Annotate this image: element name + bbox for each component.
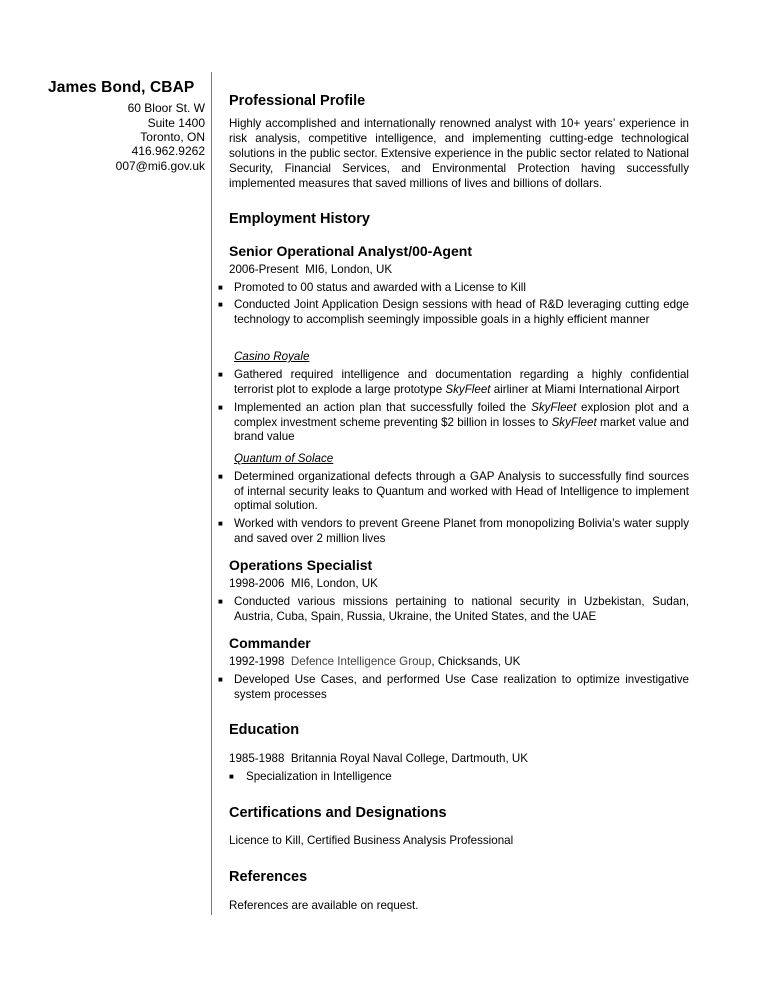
vertical-divider (211, 72, 212, 915)
education-line (229, 752, 528, 765)
city: Toronto, ON (140, 130, 205, 144)
job-dates: 1992-1998 (229, 655, 285, 668)
list-item: Promoted to 00 status and awarded with a License to Kill (234, 281, 526, 294)
bullet-marker: ■ (218, 597, 223, 606)
education-heading: Education (229, 722, 300, 738)
bullet-marker: ■ (218, 472, 223, 481)
list-item: Implemented an action plan that successfully foiled the SkyFleet explosion plot and a complex investment scheme preventing $2 billion in losses to SkyFleet market value and brand value (234, 401, 689, 444)
job-location: MI6, London, UK (305, 263, 393, 276)
address-line-2: Suite 1400 (147, 116, 205, 130)
profile-heading: Professional Profile (229, 93, 366, 109)
list-item: Worked with vendors to prevent Greene Planet from monopolizing Bolivia’s water supply and saved over 2 million lives (234, 517, 689, 545)
job-dates-location (229, 263, 392, 276)
job-title: Operations Specialist (229, 557, 373, 573)
job-organization: Defence Intelligence Group (290, 655, 432, 668)
bullet-marker: ■ (218, 300, 223, 309)
list-item: Specialization in Intelligence (246, 770, 392, 783)
candidate-name: James Bond, CBAP (48, 79, 195, 96)
job-dates: 2006-Present (229, 263, 299, 276)
job-title: Commander (229, 635, 311, 651)
job-location: MI6, London, UK (290, 577, 378, 590)
bullet-marker: ■ (229, 772, 234, 781)
certifications-text: Licence to Kill, Certified Business Analysis Professional (229, 834, 514, 847)
job-dates-location (229, 655, 520, 668)
references-text: References are available on request. (229, 899, 419, 912)
job-title: Senior Operational Analyst/00-Agent (229, 243, 472, 259)
profile-text: Highly accomplished and internationally renowned analyst with 10+ years’ experience in risk analysis, competitive intelligence, and implementing cutting-edge technological solutions in the public sector. Extensive experience in the public sector related to National Security, Financial Services, and Environmental Protection having successfully implemented measures that saved millions of lives and billions of dollars. (229, 117, 689, 191)
job-dates-location (229, 577, 378, 590)
education-dates: 1985-1988 (229, 752, 285, 765)
bullet-marker: ■ (218, 283, 223, 292)
education-school: Britannia Royal Naval College, Dartmouth, UK (290, 752, 529, 765)
project-name: Casino Royale (234, 350, 310, 363)
list-item: Determined organizational defects through a GAP Analysis to successfully find sources of internal security leaks to Quantum and worked with Head of Intelligence to implement optimal solution. (234, 470, 689, 513)
phone: 416.962.9262 (131, 144, 205, 158)
bullet-marker: ■ (218, 403, 223, 412)
bullet-marker: ■ (218, 519, 223, 528)
list-item: Developed Use Cases, and performed Use Case realization to optimize investigative system processes (234, 673, 689, 701)
job-dates: 1998-2006 (229, 577, 285, 590)
list-item: Conducted Joint Application Design sessions with head of R&D leveraging cutting edge technology to accomplish seemingly impossible goals in a highly efficient manner (234, 298, 689, 326)
references-heading: References (229, 869, 308, 885)
bullet-marker: ■ (218, 370, 223, 379)
employment-heading: Employment History (229, 211, 370, 227)
list-item: Gathered required intelligence and documentation regarding a highly confidential terrorist plot to explode a large prototype SkyFleet airliner at Miami International Airport (234, 368, 689, 396)
list-item: Conducted various missions pertaining to national security in Uzbekistan, Sudan, Austria, Cuba, Spain, Russia, Ukraine, the United States, and the UAE (234, 595, 689, 623)
address-line-1: 60 Bloor St. W (127, 101, 205, 115)
bullet-marker: ■ (218, 675, 223, 684)
job-location: , Chicksands, UK (431, 655, 521, 668)
certifications-heading: Certifications and Designations (229, 805, 447, 821)
email: 007@mi6.gov.uk (115, 159, 205, 173)
project-name: Quantum of Solace (234, 452, 334, 465)
